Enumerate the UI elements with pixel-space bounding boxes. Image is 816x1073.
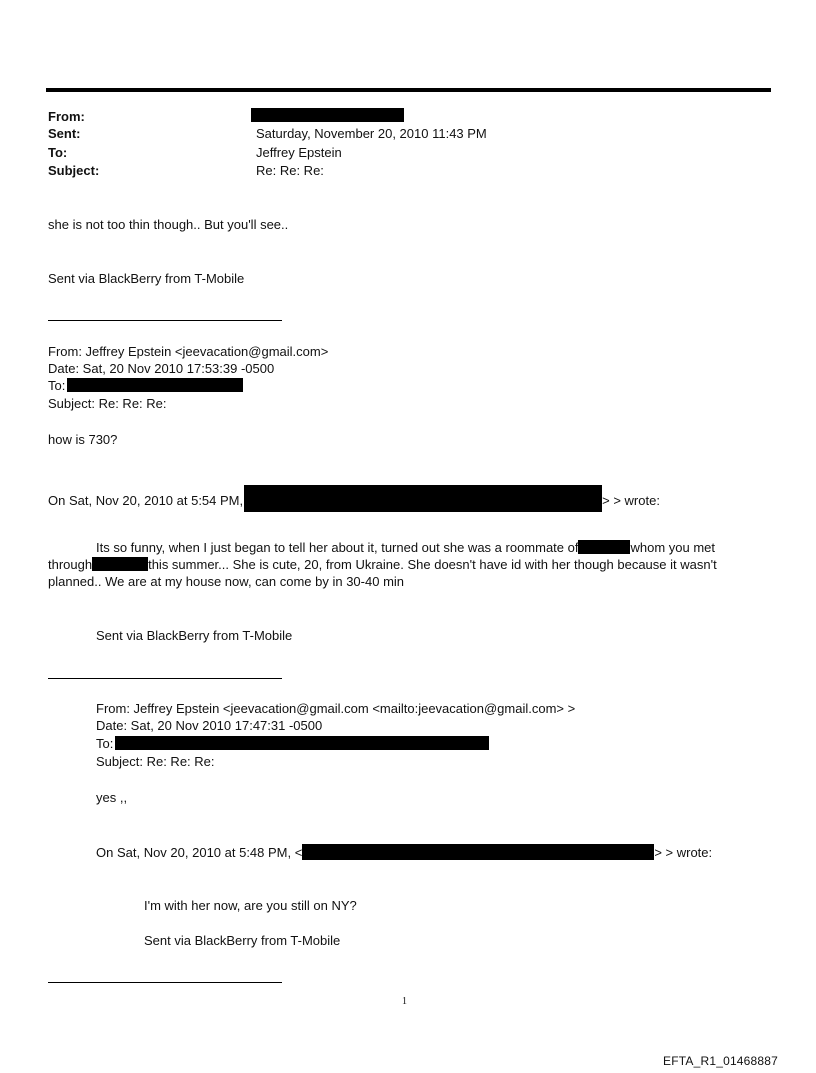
quoted2-wrote-suffix: > > wrote: — [654, 845, 713, 860]
separator-rule — [48, 320, 282, 321]
quoted2-subject: Subject: Re: Re: Re: — [96, 754, 215, 769]
message2-place-redacted — [92, 557, 148, 571]
message2-line1 — [96, 539, 715, 556]
quoted1-to-redacted — [67, 378, 243, 392]
quoted2-date: Date: Sat, 20 Nov 2010 17:47:31 -0500 — [96, 718, 323, 733]
quoted1-wrote-prefix: On Sat, Nov 20, 2010 at 5:54 PM, — [48, 493, 244, 508]
quoted1-subject: Subject: Re: Re: Re: — [48, 396, 167, 411]
quoted1-wrote-line — [48, 485, 660, 512]
quoted2-to — [96, 736, 489, 752]
quoted1-sender-redacted — [244, 485, 602, 512]
subject-value: Re: Re: Re: — [256, 163, 324, 178]
quoted1-wrote-suffix: > > wrote: — [602, 493, 660, 508]
from-label: From: — [48, 109, 85, 124]
quoted2-from: From: Jeffrey Epstein <jeevacation@gmail.com <mailto:jeevacation@gmail.com> > — [96, 701, 576, 716]
separator-rule — [48, 982, 282, 983]
to-value: Jeffrey Epstein — [256, 145, 342, 160]
message2-line1-b: whom you met — [630, 540, 716, 555]
quoted1-from: From: Jeffrey Epstein <jeevacation@gmail.com> — [48, 344, 329, 359]
page-number: 1 — [402, 996, 407, 1007]
message3-body: I'm with her now, are you still on NY? — [144, 898, 357, 913]
message2-line2-b: this summer... She is cute, 20, from Ukraine. She doesn't have id with her though because it wasn't — [148, 557, 717, 572]
from-value-redacted — [251, 108, 404, 124]
bates-number: EFTA_R1_01468887 — [663, 1054, 779, 1068]
quoted1-to — [48, 378, 243, 394]
subject-label: Subject: — [48, 163, 100, 178]
separator-rule — [48, 678, 282, 679]
reply-signature: Sent via BlackBerry from T-Mobile — [48, 271, 245, 286]
message2-signature: Sent via BlackBerry from T-Mobile — [96, 628, 293, 643]
message2-name-redacted — [578, 540, 630, 554]
quoted2-sender-redacted — [302, 844, 654, 860]
quoted1-to-label: To: — [48, 378, 66, 393]
sent-label: Sent: — [48, 126, 81, 141]
quoted2-body: yes ,, — [96, 790, 128, 805]
message2-line2 — [48, 556, 717, 573]
quoted2-wrote-prefix: On Sat, Nov 20, 2010 at 5:48 PM, < — [96, 845, 303, 860]
header-rule — [46, 88, 771, 92]
message3-signature: Sent via BlackBerry from T-Mobile — [144, 933, 341, 948]
to-label: To: — [48, 145, 68, 160]
quoted2-to-label: To: — [96, 736, 114, 751]
message2-line2-a: through — [48, 557, 93, 572]
quoted1-date: Date: Sat, 20 Nov 2010 17:53:39 -0500 — [48, 361, 275, 376]
quoted1-body: how is 730? — [48, 432, 118, 447]
message2-line1-a: Its so funny, when I just began to tell her about it, turned out she was a roommate of — [96, 540, 579, 555]
quoted2-to-redacted — [115, 736, 489, 750]
message2-line3: planned.. We are at my house now, can come by in 30-40 min — [48, 574, 405, 589]
sent-value: Saturday, November 20, 2010 11:43 PM — [256, 126, 487, 141]
quoted2-wrote-line — [96, 844, 712, 861]
reply-body: she is not too thin though.. But you'll see.. — [48, 217, 289, 232]
